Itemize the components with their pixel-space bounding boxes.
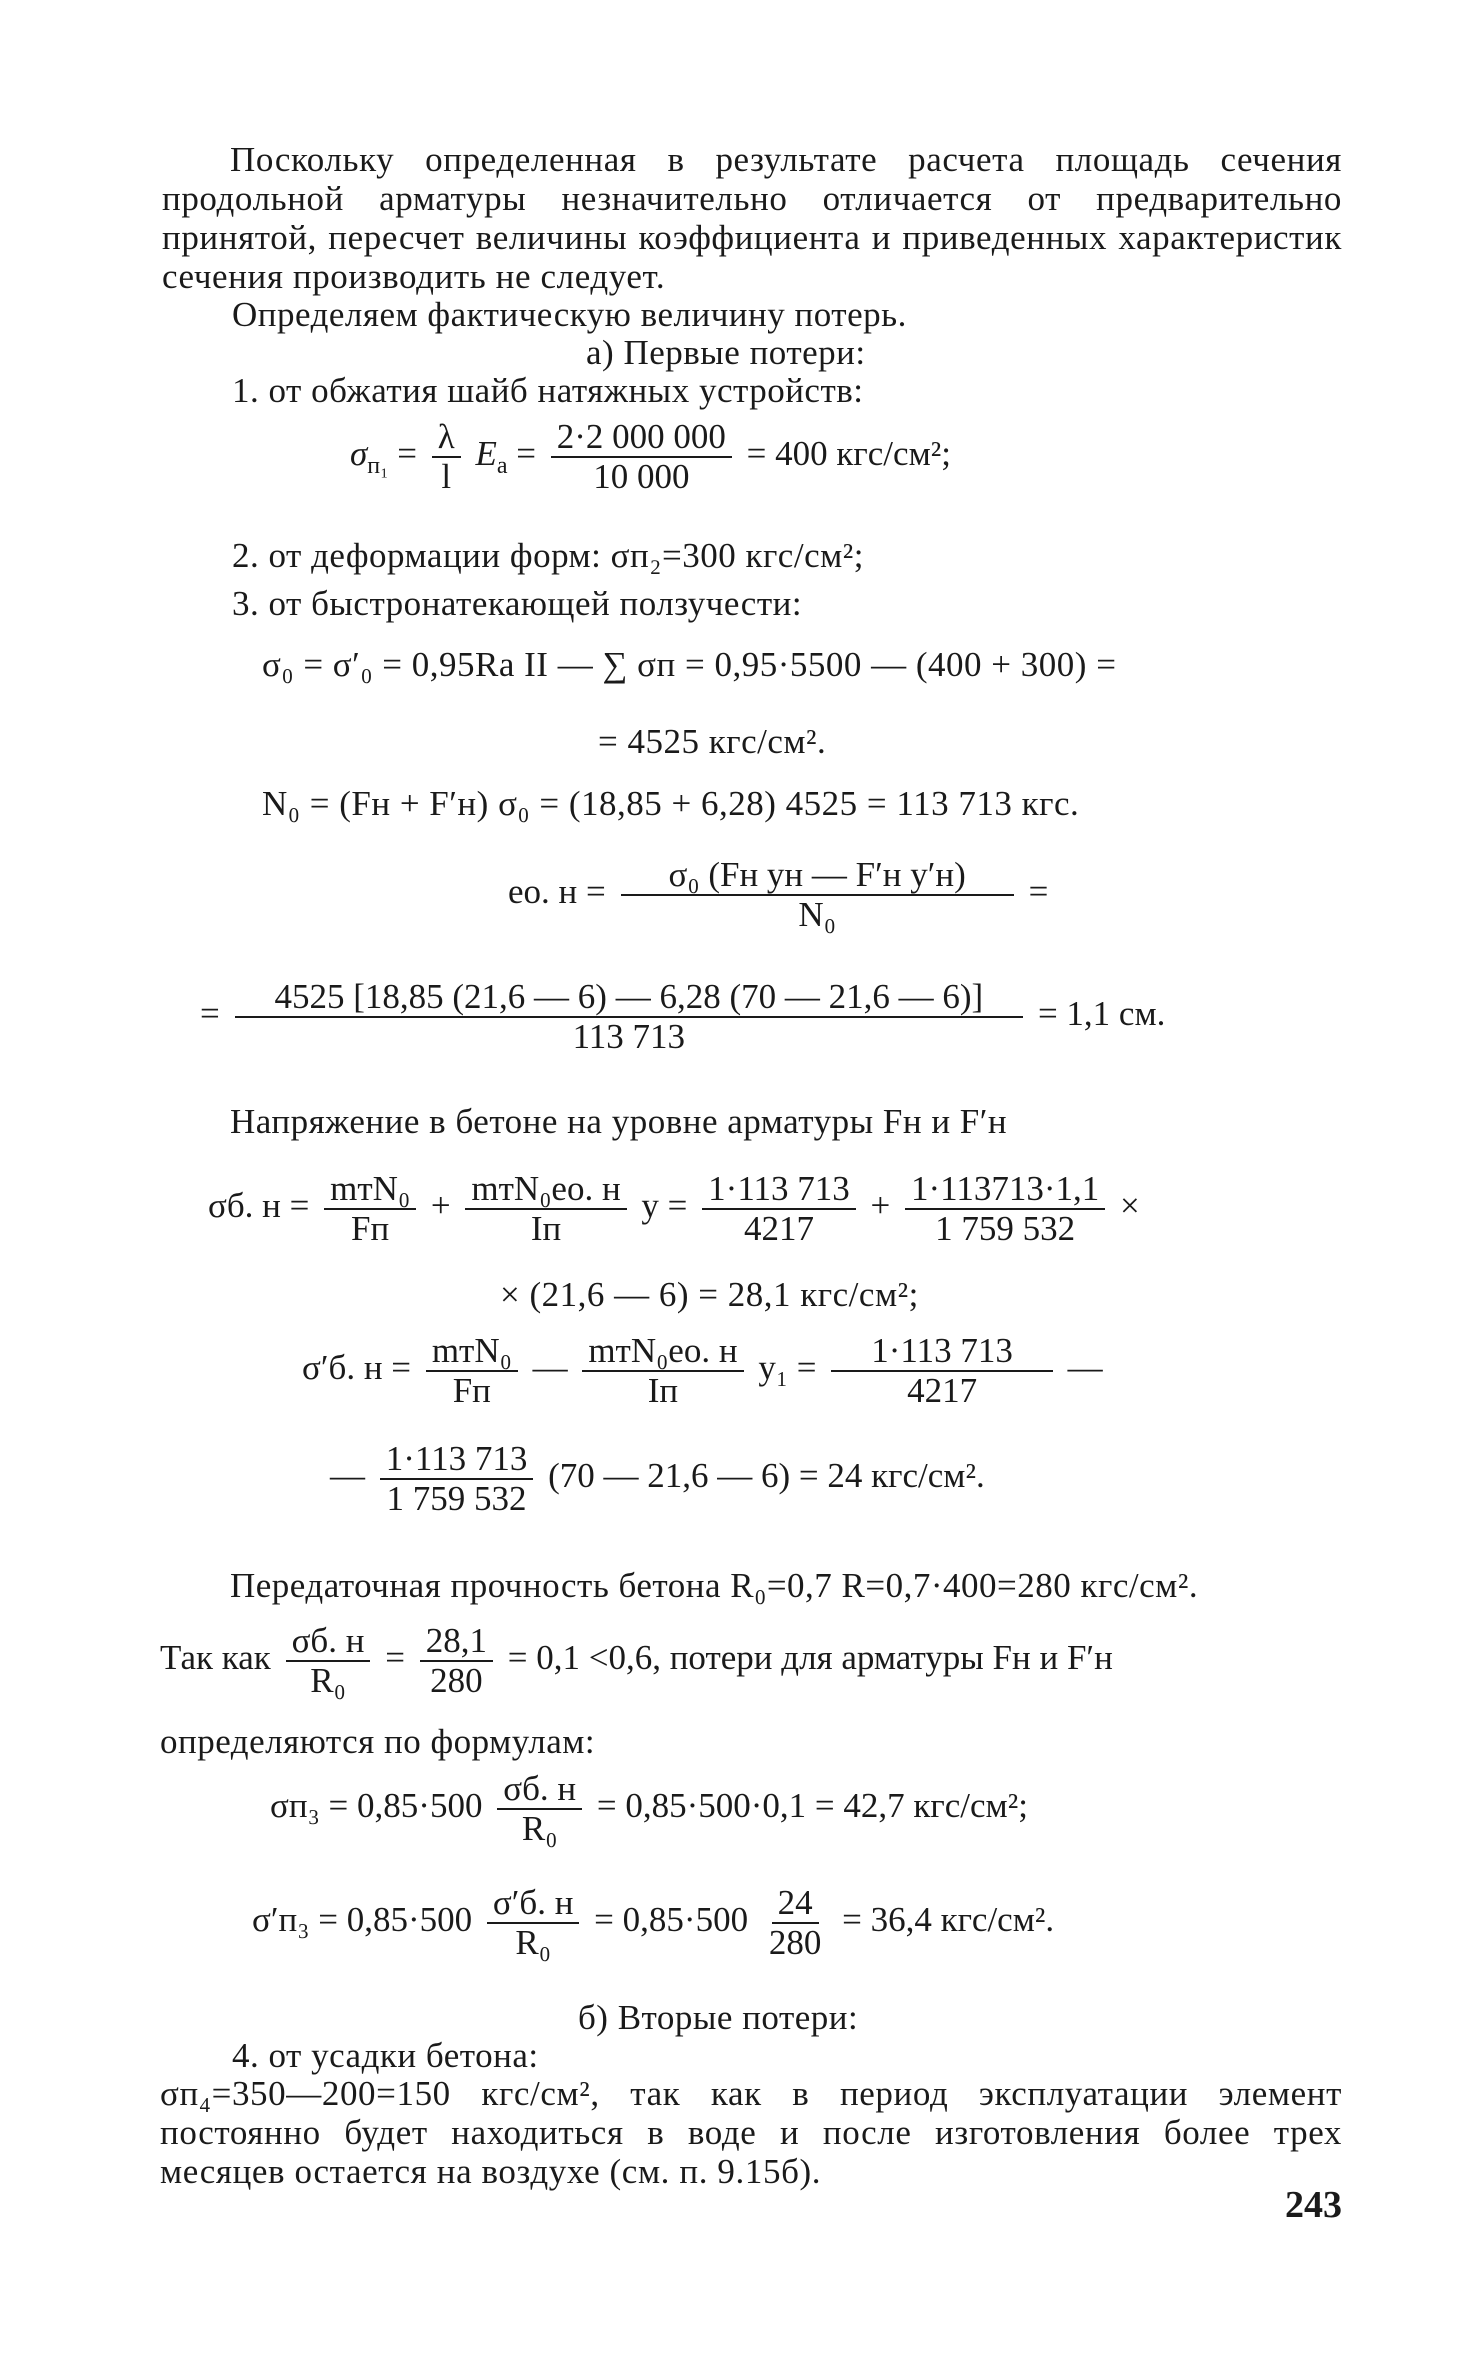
formula-sigma-bn: σб. н = $\frac{\text{mтN₀}}{Fп}$ + $\frac{\text{mтN₀eо. н}}{Iп}$ y = $\frac{1\cdot 113 713}{4217}$ + $\frac{1\cdot 113713\cdot 1,1}{1 759 532}$ × — [208, 1169, 1140, 1248]
page-number: 243 — [1285, 2184, 1342, 2226]
paragraph-intro: Поскольку определенная в результате расчета площадь сечения продольной арматуры незначительно отличается от предварительно принятой, пересчет величины коэффициента и приведенных характеристик сечения производить не следует. — [162, 140, 1342, 296]
formula-sigma0-result: = 4525 кгс/см². — [598, 722, 827, 761]
formula-sigma-bn-result: × (21,6 — 6) = 28,1 кгс/см²; — [500, 1275, 919, 1314]
paragraph-stress: Напряжение в бетоне на уровне арматуры Fн и F′н — [230, 1102, 1008, 1141]
formula-sigma-p1: $\sigma_{п_1}$ = $\frac{\lambda}{l}$ $E_а$ = $\frac{2\cdot 2 000 000}{10 000}$ = 400 кгс/см²; — [350, 417, 951, 496]
formula-sigma-bn-prime: σ′б. н = $\frac{\text{mтN₀}}{Fп}$ — $\frac{\text{mтN₀eо. н}}{Iп}$ y₁ = $\frac{1\cdot 113 713}{4217}$ — — [302, 1331, 1103, 1410]
formula-sigma0: σ₀ = σ′₀ = 0,95Rа II — ∑ σп = 0,95·5500 — (400 + 300) = — [262, 645, 1117, 684]
heading-second-losses: б) Вторые потери: — [578, 1998, 859, 2037]
item-2: 2. от деформации форм: σп₂=300 кгс/см²; — [232, 536, 864, 575]
formula-n0: N₀ = (Fн + F′н) σ₀ = (18,85 + 6,28) 4525 = 113 713 кгс. — [262, 784, 1080, 823]
item-4: 4. от усадки бетона: — [232, 2036, 539, 2075]
item-1: 1. от обжатия шайб натяжных устройств: — [232, 371, 864, 410]
paragraph-losses: Определяем фактическую величину потерь. — [232, 295, 907, 334]
formula-sigma-bn-prime-result: — $\frac{1\cdot 113 713}{1 759 532}$ (70 — 21,6 — 6) = 24 кгс/см². — [330, 1439, 985, 1518]
paragraph-transfer-strength: Передаточная прочность бетона R₀=0,7 R=0,7·400=280 кгс/см². — [230, 1566, 1199, 1605]
formula-sigma-p3-prime: σ′п₃ = 0,85·500 $\frac{\sigma'б. н}{\text{R₀}}$ = 0,85·500 $\frac{24}{280}$ = 36,4 кгс/см². — [252, 1883, 1055, 1962]
paragraph-shrinkage: σп₄=350—200=150 кгс/см², так как в период эксплуатации элемент постоянно будет находиться в воде и после изготовления более трех месяцев остается на воздухе (см. п. 9.15б). — [160, 2074, 1342, 2191]
heading-first-losses: а) Первые потери: — [586, 333, 866, 372]
item-3: 3. от быстронатекающей ползучести: — [232, 584, 803, 623]
formula-e0: eо. н = $\frac{\text{σ₀ (Fн yн — F′н y′н)}}{\text{N₀}}$ = — [508, 855, 1049, 934]
formula-e0-value: = $\frac{4525 [18,85 (21,6 — 6) — 6,28 (70 — 21,6 — 6)]}{113 713}$ = 1,1 см. — [200, 977, 1166, 1056]
paragraph-condition: Так как $\frac{\sigma б. н}{\text{R₀}}$ = $\frac{28,1}{280}$ = 0,1 <0,6, потери для арматуры Fн и F′н — [160, 1621, 1113, 1700]
formula-sigma-p3: σп₃ = 0,85·500 $\frac{\sigma б. н}{\text{R₀}}$ = 0,85·500·0,1 = 42,7 кгс/см²; — [270, 1769, 1028, 1848]
paragraph-formulas-intro: определяются по формулам: — [160, 1722, 596, 1761]
